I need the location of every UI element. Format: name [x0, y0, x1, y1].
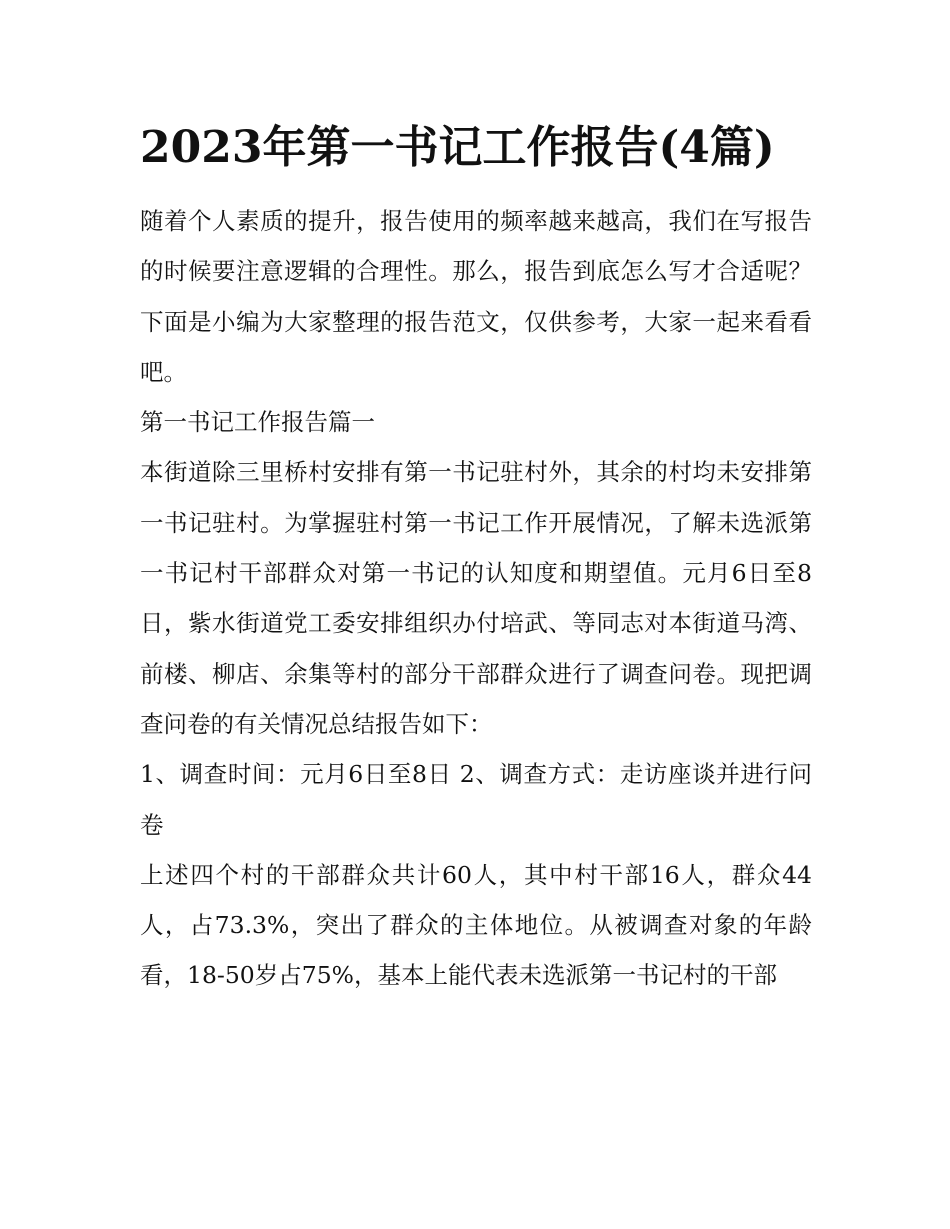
document-title: 2023年第一书记工作报告(4篇) — [140, 122, 775, 173]
document-page — [140, 112, 812, 1001]
intro-paragraph: 随着个人素质的提升，报告使用的频率越来越高，我们在写报告的时候要注意逻辑的合理性。那么，报告到底怎么写才合适呢？下面是小编为大家整理的报告范文，仅供参考，大家一起来看看吧。 — [140, 207, 812, 386]
body-paragraph: 本街道除三里桥村安排有第一书记驻村外，其余的村均未安排第一书记驻村。为掌握驻村第一书记工作开展情况，了解未选派第一书记村干部群众对第一书记的认知度和期望值。元月6日至8日，紫水街道党工委安排组织办付培武、等同志对本街道马湾、前楼、柳店、余集等村的部分干部群众进行了调查问卷。现把调查问卷的有关情况总结报告如下： — [140, 458, 812, 738]
section-heading: 第一书记工作报告篇一 — [140, 408, 375, 437]
survey-details-paragraph: 1、调查时间：元月6日至8日 2、调查方式：走访座谈并进行问卷 — [140, 760, 812, 839]
survey-results-paragraph: 上述四个村的干部群众共计60人，其中村干部16人，群众44人，占73.3%，突出了群众的主体地位。从被调查对象的年龄看，18-50岁占75%，基本上能代表未选派第一书记村的干部 — [140, 860, 812, 990]
